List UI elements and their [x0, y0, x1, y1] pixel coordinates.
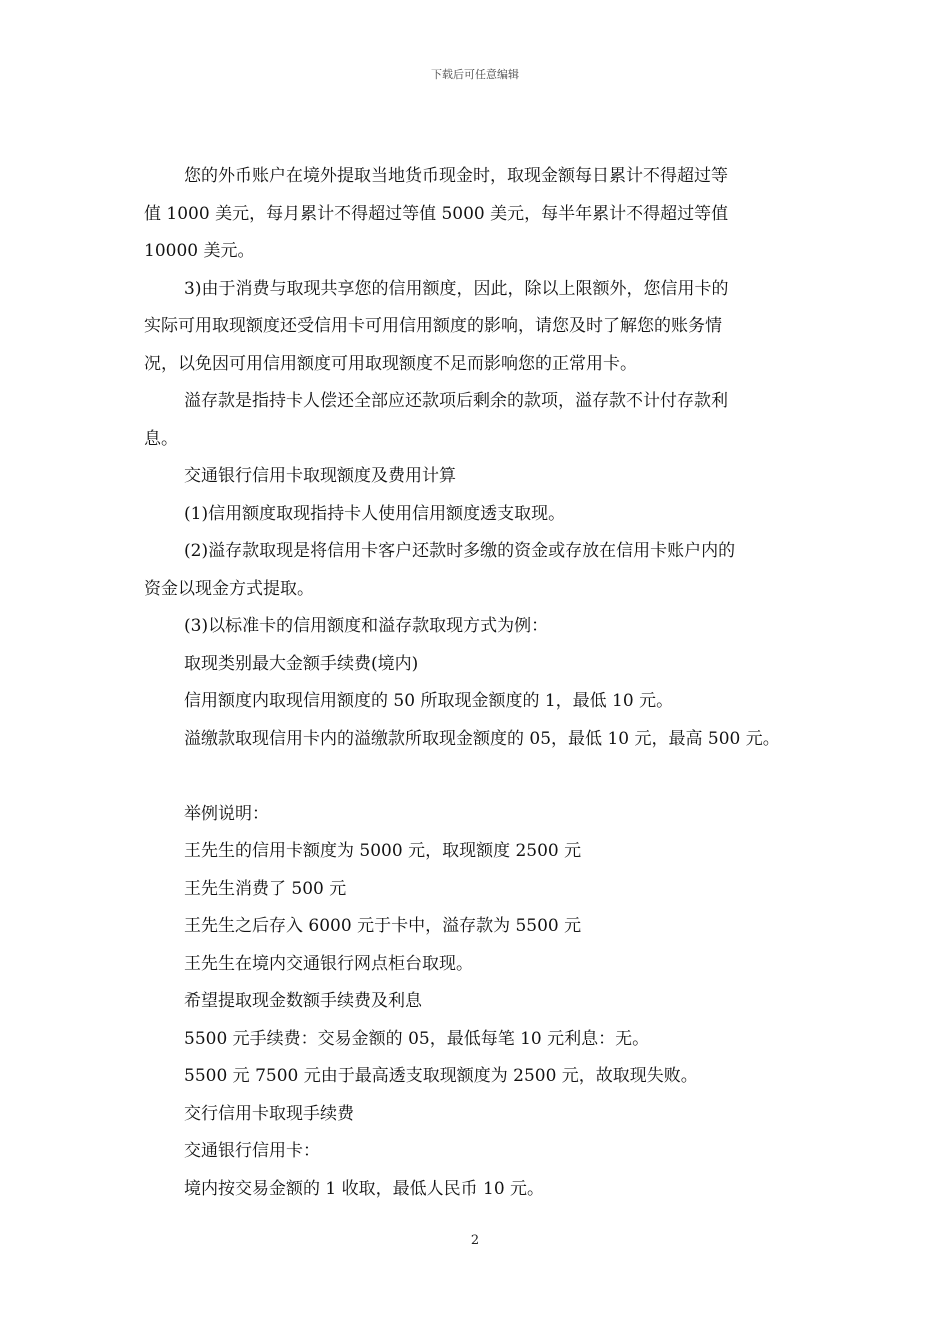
page-header: 下载后可任意编辑 [431, 68, 519, 81]
paragraph-line: 实际可用取现额度还受信用卡可用信用额度的影响，请您及时了解您的账务情 [144, 316, 722, 336]
paragraph-line: 王先生的信用卡额度为 5000 元，取现额度 2500 元 [184, 841, 582, 861]
paragraph-line: 境内按交易金额的 1 收取，最低人民币 10 元。 [184, 1178, 545, 1199]
paragraph-line: 王先生之后存入 6000 元于卡中，溢存款为 5500 元 [184, 916, 582, 936]
paragraph-gap [144, 758, 812, 796]
paragraph-line: 交通银行信用卡： [184, 1141, 320, 1161]
paragraph-line: 交行信用卡取现手续费 [184, 1103, 354, 1124]
paragraph-line: 取现类别最大金额手续费(境内) [184, 653, 419, 674]
paragraph-line: 溢存款是指持卡人偿还全部应还款项后剩余的款项，溢存款不计付存款利 [184, 391, 728, 411]
paragraph-line: (1)信用额度取现指持卡人使用信用额度透支取现。 [184, 503, 566, 524]
paragraph-line: (2)溢存款取现是将信用卡客户还款时多缴的资金或存放在信用卡账户内的 [184, 541, 736, 561]
paragraph-line: 举例说明： [184, 803, 269, 824]
page-number: 2 [470, 1233, 480, 1248]
paragraph-line: 3)由于消费与取现共享您的信用额度，因此，除以上限额外，您信用卡的 [184, 278, 729, 299]
document-body [144, 158, 812, 1208]
paragraph-line: 希望提取现金数额手续费及利息 [184, 991, 422, 1011]
paragraph-line: 交通银行信用卡取现额度及费用计算 [184, 466, 456, 486]
paragraph-line: 况，以免因可用信用额度可用取现额度不足而影响您的正常用卡。 [144, 353, 637, 374]
paragraph-line: (3)以标准卡的信用额度和溢存款取现方式为例： [184, 616, 549, 636]
paragraph-line: 王先生在境内交通银行网点柜台取现。 [184, 953, 473, 974]
paragraph-line: 10000 美元。 [144, 241, 255, 261]
paragraph-line: 溢缴款取现信用卡内的溢缴款所取现金额度的 05，最低 10 元，最高 500 元。 [184, 728, 780, 749]
paragraph-line: 5500 元手续费：交易金额的 05，最低每笔 10 元利息：无。 [184, 1028, 650, 1049]
paragraph-line: 王先生消费了 500 元 [184, 878, 347, 899]
paragraph-line: 息。 [144, 428, 178, 449]
paragraph-line: 您的外币账户在境外提取当地货币现金时，取现金额每日累计不得超过等 [184, 166, 728, 186]
paragraph-line: 资金以现金方式提取。 [144, 578, 314, 599]
paragraph-line: 信用额度内取现信用额度的 50 所取现金额度的 1，最低 10 元。 [184, 691, 674, 711]
paragraph-line: 5500 元 7500 元由于最高透支取现额度为 2500 元，故取现失败。 [184, 1066, 698, 1086]
paragraph-line: 值 1000 美元，每月累计不得超过等值 5000 美元，每半年累计不得超过等值 [144, 203, 729, 224]
